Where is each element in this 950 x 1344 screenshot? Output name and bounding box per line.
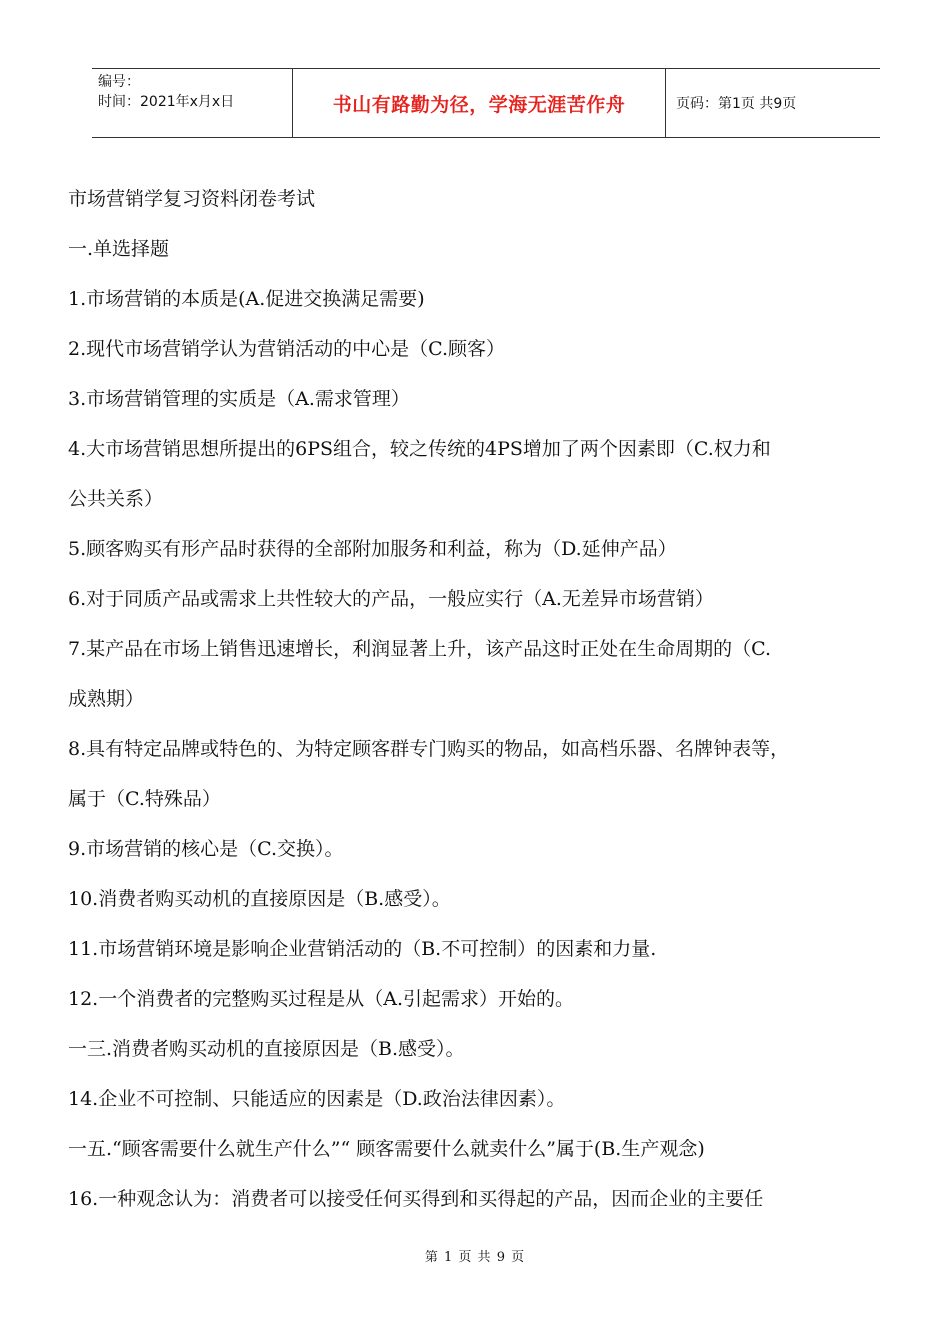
question-line: 14.企业不可控制、只能适应的因素是（D.政治法律因素）。 xyxy=(68,1088,566,1110)
footer-page-number: 第 1 页 共 9 页 xyxy=(424,1250,526,1265)
document-header xyxy=(92,68,880,138)
question-line: 一五.“顾客需要什么就生产什么”“ 顾客需要什么就卖什么”属于(B.生产观念) xyxy=(68,1138,705,1160)
document-number-label: 编号： xyxy=(98,74,140,90)
section-heading: 一.单选择题 xyxy=(68,238,170,260)
page-footer xyxy=(0,1246,950,1265)
header-motto: 书山有路勤为径，学海无涯苦作舟 xyxy=(332,93,626,116)
question-line: 5.顾客购买有形产品时获得的全部附加服务和利益，称为（D.延伸产品） xyxy=(68,538,677,560)
question-line: 10.消费者购买动机的直接原因是（B.感受）。 xyxy=(68,888,451,910)
header-meta-cell xyxy=(92,69,293,137)
question-line: 16.一种观念认为：消费者可以接受任何买得到和买得起的产品，因而企业的主要任 xyxy=(68,1188,764,1210)
question-line: 公共关系） xyxy=(68,488,164,510)
question-line: 8.具有特定品牌或特色的、为特定顾客群专门购买的物品，如高档乐器、名牌钟表等， xyxy=(68,738,790,760)
question-line: 4.大市场营销思想所提出的6PS组合，较之传统的4PS增加了两个因素即（C.权力和 xyxy=(68,438,771,460)
question-line: 一三.消费者购买动机的直接原因是（B.感受）。 xyxy=(68,1038,465,1060)
question-line: 成熟期） xyxy=(68,688,145,710)
question-line: 属于（C.特殊品） xyxy=(68,788,221,810)
question-line: 11.市场营销环境是影响企业营销活动的（B.不可控制）的因素和力量. xyxy=(68,938,657,960)
header-motto-cell xyxy=(293,69,666,137)
question-line: 6.对于同质产品或需求上共性较大的产品，一般应实行（A.无差异市场营销） xyxy=(68,588,714,610)
question-line: 2.现代市场营销学认为营销活动的中心是（C.顾客） xyxy=(68,338,506,360)
question-line: 9.市场营销的核心是（C.交换）。 xyxy=(68,838,344,860)
question-line: 7.某产品在市场上销售迅速增长，利润显著上升，该产品这时正处在生命周期的（C. xyxy=(68,638,772,660)
header-page-cell xyxy=(666,69,880,137)
question-line: 1.市场营销的本质是(A.促进交换满足需要) xyxy=(68,288,425,310)
question-line: 3.市场营销管理的实质是（A.需求管理） xyxy=(68,388,410,410)
question-line: 12.一个消费者的完整购买过程是从（A.引起需求）开始的。 xyxy=(68,988,574,1010)
document-body xyxy=(68,174,908,1224)
document-title: 市场营销学复习资料闭卷考试 xyxy=(68,188,316,210)
header-page-info: 页码：第1页 共9页 xyxy=(676,96,797,112)
document-time-label: 时间：2021年x月x日 xyxy=(98,94,235,110)
